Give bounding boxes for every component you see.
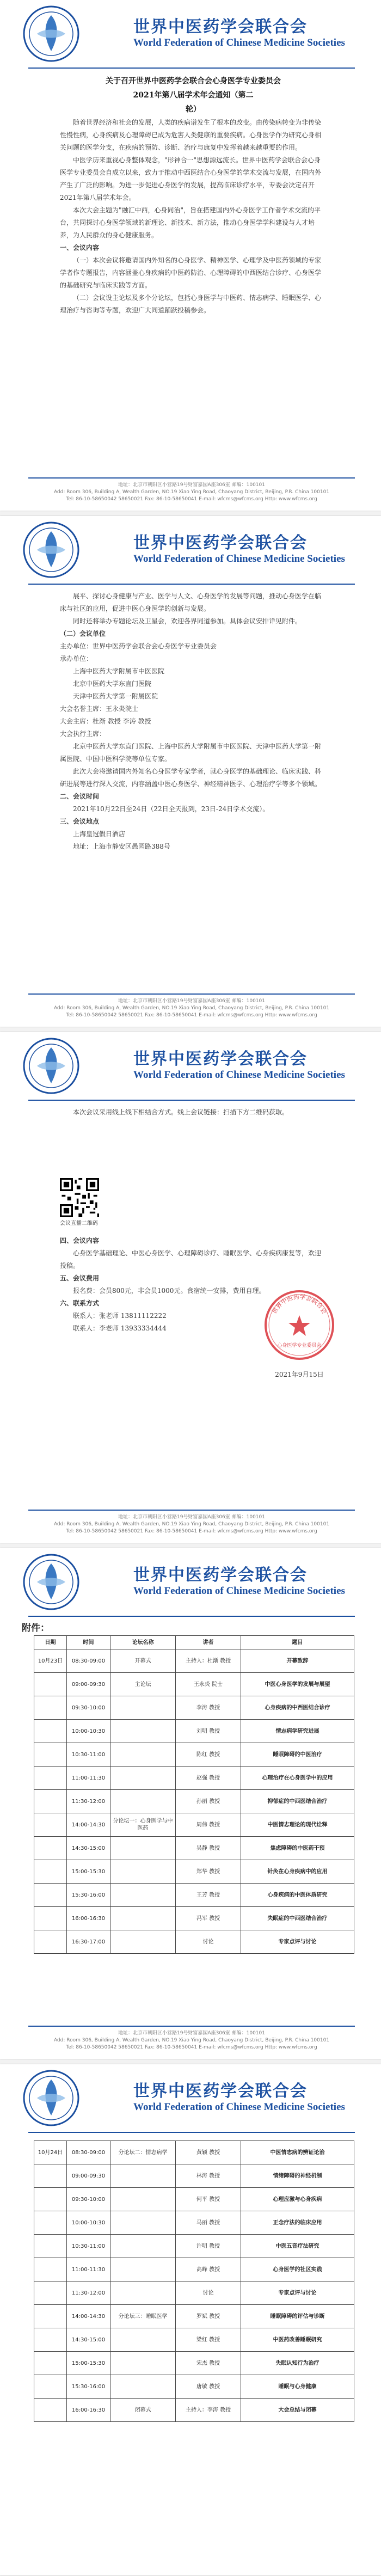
- letterhead: [0, 0, 381, 64]
- federation-logo-icon: [22, 4, 81, 63]
- table-cell-forum: [110, 2258, 176, 2281]
- signature-date: 2021年9月15日: [275, 1371, 324, 1378]
- header-divider: [28, 68, 355, 69]
- table-cell-topic: 抑郁症的中西医结合治疗: [241, 1790, 354, 1813]
- table-cell-topic: 中医情志理论的现代诠释: [241, 1813, 354, 1837]
- contact-line: 联系人：张老师 13811112222: [73, 1312, 167, 1320]
- table-cell-time: 15:00-15:30: [67, 1860, 110, 1884]
- letterhead: [0, 2064, 381, 2129]
- table-cell-topic: 正念疗法的临床应用: [241, 2211, 354, 2235]
- table-cell-time: 15:00-15:30: [67, 2352, 110, 2375]
- table-cell-forum: [110, 1696, 176, 1720]
- footer: [28, 477, 355, 503]
- table-cell-date: [34, 2188, 67, 2211]
- org-name-cn: 世界中医药学会联合会: [133, 2082, 308, 2101]
- body-paragraph: 同时还将举办专题论坛及卫星会，欢迎各界同道参加。具体会议安排详见附件。: [73, 617, 302, 625]
- table-cell-topic: 心身医学的社区实践: [241, 2258, 354, 2281]
- table-cell-date: [34, 2352, 67, 2375]
- table-cell-topic: 专家点评与讨论: [241, 2281, 354, 2305]
- table-cell-date: [34, 1743, 67, 1767]
- footer-address-cn: 地址：北京市朝阳区小营路19号财富嘉园A座306室 邮编：100101: [118, 1514, 265, 1520]
- org-name-cn: 世界中医药学会联合会: [133, 1050, 308, 1069]
- table-row: [34, 1860, 354, 1884]
- exec-chair-text: 北京中医药大学东直门医院、上海中医药大学附属市中医医院、天津中医药大学第一附属医院、中国中医科学院等单位专家。: [60, 743, 322, 763]
- footer-contact: Tel: 86-10-58650042 58650021 Fax: 86-10-58650041 E-mail: wfcms@wfcms.org Http: www.wfcms.org: [66, 496, 317, 502]
- table-cell-time: 09:00-09:30: [67, 2164, 110, 2188]
- venue-name: 上海皇冠假日酒店: [73, 830, 126, 838]
- table-cell-forum: [110, 1860, 176, 1884]
- seal-subtext: 心身医学专业委员会: [277, 1343, 322, 1348]
- footer-address-cn: 地址：北京市朝阳区小营路19号财富嘉园A座306室 邮编：100101: [118, 2031, 265, 2036]
- table-cell-date: [34, 1673, 67, 1696]
- column-header: 题目: [241, 1636, 354, 1649]
- schedule-table: [34, 1635, 354, 1954]
- table-cell-speaker: 陈红 教授: [176, 1743, 241, 1767]
- notice-body: [60, 1106, 327, 1119]
- table-cell-date: 10月23日: [34, 1649, 67, 1673]
- section-heading: 二、会议时间: [60, 793, 100, 800]
- table-cell-speaker: 冯军 教授: [176, 1907, 241, 1930]
- notice-body: [60, 590, 327, 853]
- table-cell-date: [34, 2235, 67, 2258]
- table-cell-date: 10月24日: [34, 2141, 67, 2164]
- table-cell-date: [34, 2375, 67, 2399]
- table-cell-forum: [110, 2352, 176, 2375]
- footer-contact: Tel: 86-10-58650042 58650021 Fax: 86-10-58650041 E-mail: wfcms@wfcms.org Http: www.wfcms.org: [66, 1529, 317, 1534]
- table-cell-time: 08:30-09:00: [67, 2141, 110, 2164]
- table-cell-speaker: 何平 教授: [176, 2188, 241, 2211]
- section-heading: 一、会议内容: [60, 244, 100, 252]
- intro-paragraph: 本次大会主题为"融汇中西，心身同治"，旨在搭建国内外心身医学工作者学术交流的平台，共同探讨心身医学领域的新理论、新技术、新方法，推动心身医学学科建设与人才培养，为人民群众的身心健康服务。: [60, 206, 321, 239]
- federation-logo-icon: [22, 1553, 81, 1611]
- table-row: [34, 1813, 354, 1837]
- section-paragraph: 心身医学基础理论、中医心身医学、心理障碍诊疗、睡眠医学、心身疾病康复等，欢迎投稿。: [60, 1249, 322, 1269]
- table-cell-time: 16:30-17:00: [67, 1930, 110, 1954]
- table-cell-topic: 失眠症的中西医结合治疗: [241, 1907, 354, 1930]
- notice-body: [60, 74, 327, 317]
- table-cell-speaker: 主持人：杜渐 教授: [176, 1649, 241, 1673]
- table-cell-time: 10:00-10:30: [67, 2211, 110, 2235]
- table-cell-forum: 闭幕式: [110, 2399, 176, 2422]
- org-name-en: World Federation of Chinese Medicine Societies: [133, 1069, 345, 1081]
- table-cell-forum: [110, 1837, 176, 1860]
- host-unit: 主办单位：世界中医药学会联合会心身医学专业委员会: [60, 642, 217, 650]
- footer-address-en: Add: Room 306, Building A, Wealth Garden, NO.19 Xiao Ying Road, Chaoyang District, Beijing, P.R. China 100101: [53, 489, 330, 495]
- org-name-en: World Federation of Chinese Medicine Societies: [133, 1585, 345, 1597]
- signature-date-wrap: [256, 1369, 343, 1381]
- table-cell-time: 11:30-12:00: [67, 1790, 110, 1813]
- exec-chair-label: 大会执行主席：: [60, 730, 106, 738]
- co-unit-label: 承办单位：: [60, 655, 93, 663]
- table-header-row: [34, 1636, 354, 1649]
- table-cell-topic: 中医药改善睡眠研究: [241, 2328, 354, 2352]
- table-cell-topic: 心理治疗在心身医学中的应用: [241, 1767, 354, 1790]
- svg-text:世界中医药学会联合会: [270, 1293, 328, 1315]
- chair: 大会主席：杜渐 教授 李涛 教授: [60, 717, 151, 725]
- page-4: [0, 1548, 381, 2059]
- table-row: [34, 2188, 354, 2211]
- table-cell-forum: [110, 1907, 176, 1930]
- table-row: [34, 2235, 354, 2258]
- table-cell-time: 11:00-11:30: [67, 1767, 110, 1790]
- table-cell-date: [34, 2164, 67, 2188]
- qr-code-icon[interactable]: [60, 1178, 99, 1217]
- table-cell-time: 14:30-15:00: [67, 2328, 110, 2352]
- org-name-en: World Federation of Chinese Medicine Societies: [133, 37, 345, 48]
- column-header: 讲者: [176, 1636, 241, 1649]
- table-cell-time: 08:30-09:00: [67, 1649, 110, 1673]
- table-row: [34, 2305, 354, 2328]
- table-row: [34, 1907, 354, 1930]
- table-cell-time: 15:30-16:00: [67, 1884, 110, 1907]
- table-cell-speaker: 李涛 教授: [176, 1696, 241, 1720]
- co-unit: 天津中医药大学第一附属医院: [73, 692, 158, 700]
- table-cell-speaker: 吴静 教授: [176, 1837, 241, 1860]
- section-paragraph: （一）本次会议将邀请国内外知名的心身医学、精神医学、心理学及中医药领域的专家学者作专题报告，内容涵盖心身疾病的中医药防治、心理障碍的中西医结合诊疗、心身医学的基础研究与临床实践等方面。: [60, 256, 322, 289]
- table-cell-forum: [110, 2211, 176, 2235]
- federation-logo-icon: [22, 1036, 81, 1095]
- qr-caption-wrap: [60, 1219, 125, 1228]
- table-cell-date: [34, 1813, 67, 1837]
- table-cell-date: [34, 1860, 67, 1884]
- table-cell-speaker: 讨论: [176, 2281, 241, 2305]
- table-cell-date: [34, 2328, 67, 2352]
- table-row: [34, 1837, 354, 1860]
- table-cell-topic: 心身疾病的中医体质研究: [241, 1884, 354, 1907]
- table-cell-time: 14:30-15:00: [67, 1837, 110, 1860]
- org-name-cn: 世界中医药学会联合会: [133, 17, 308, 36]
- table-cell-date: [34, 1837, 67, 1860]
- co-unit: 北京中医药大学东直门医院: [73, 680, 152, 688]
- notice-title-line2: 2021年第八届学术年会通知（第二: [133, 91, 254, 100]
- table-cell-date: [34, 1696, 67, 1720]
- table-cell-date: [34, 2258, 67, 2281]
- column-header: 时间: [67, 1636, 110, 1649]
- table-cell-forum: [110, 2375, 176, 2399]
- page-1: [0, 0, 381, 511]
- table-cell-speaker: 梁红 教授: [176, 2328, 241, 2352]
- table-cell-topic: 情绪障碍的神经机制: [241, 2164, 354, 2188]
- table-cell-date: [34, 2399, 67, 2422]
- table-cell-speaker: 林涛 教授: [176, 2164, 241, 2188]
- table-row: [34, 1930, 354, 1954]
- org-name-en: World Federation of Chinese Medicine Societies: [133, 553, 345, 565]
- table-row: [34, 1673, 354, 1696]
- table-cell-time: 16:00-16:30: [67, 2399, 110, 2422]
- table-cell-forum: [110, 2188, 176, 2211]
- table-cell-speaker: 罗斌 教授: [176, 2305, 241, 2328]
- table-cell-time: 14:00-14:30: [67, 1813, 110, 1837]
- table-cell-time: 14:00-14:30: [67, 2305, 110, 2328]
- table-cell-topic: 失眠认知行为治疗: [241, 2352, 354, 2375]
- section-heading: 四、会议内容: [60, 1237, 100, 1244]
- page-5: [0, 2064, 381, 2575]
- table-row: [34, 1767, 354, 1790]
- table-cell-date: [34, 2281, 67, 2305]
- table-cell-forum: [110, 2328, 176, 2352]
- table-cell-forum: [110, 1743, 176, 1767]
- table-cell-speaker: 刘明 教授: [176, 1720, 241, 1743]
- table-cell-forum: [110, 1720, 176, 1743]
- schedule-table: [34, 2140, 354, 2422]
- intro-paragraph: 中医学历来重视心身整体观念，"形神合一"思想源远流长。世界中医药学会联合会心身医学专业委员会自成立以来，致力于推动中西医结合心身医学的学术交流与发展，在国内外产生了广泛的影响。为进一步促进心身医学的发展，提高临床诊疗水平，专委会决定召开2021年第八届学术年会。: [60, 156, 322, 201]
- table-cell-topic: 针灸在心身疾病中的应用: [241, 1860, 354, 1884]
- notice-title-line3: 轮）: [186, 105, 201, 114]
- table-row: [34, 2164, 354, 2188]
- table-cell-topic: 情志病学研究进展: [241, 1720, 354, 1743]
- venue-address: 地址：上海市静安区愚园路388号: [73, 843, 170, 850]
- column-header: 日期: [34, 1636, 67, 1649]
- table-cell-forum: [110, 2164, 176, 2188]
- table-cell-time: 10:30-11:00: [67, 1743, 110, 1767]
- footer-address-cn: 地址：北京市朝阳区小营路19号财富嘉园A座306室 邮编：100101: [118, 998, 265, 1004]
- table-cell-forum: [110, 1884, 176, 1907]
- table-row: [34, 1743, 354, 1767]
- org-name-cn: 世界中医药学会联合会: [133, 1566, 308, 1585]
- org-name-en: World Federation of Chinese Medicine Societies: [133, 2101, 345, 2113]
- table-cell-topic: 中医五音疗法研究: [241, 2235, 354, 2258]
- table-cell-time: 10:00-10:30: [67, 1720, 110, 1743]
- table-row: [34, 1720, 354, 1743]
- table-cell-speaker: 宋杰 教授: [176, 2352, 241, 2375]
- table-cell-date: [34, 1790, 67, 1813]
- header-divider: [28, 1100, 355, 1101]
- section-heading: 六、联系方式: [60, 1299, 100, 1307]
- seal-text: 世界中医药学会联合会: [271, 1293, 328, 1315]
- table-cell-date: [34, 1767, 67, 1790]
- table-cell-topic: 开幕致辞: [241, 1649, 354, 1673]
- table-cell-date: [34, 2305, 67, 2328]
- table-cell-speaker: 孙丽 教授: [176, 1790, 241, 1813]
- section-paragraph: （二）会议设主论坛及多个分论坛，包括心身医学与中医药、情志病学、睡眠医学、心理治疗与咨询等专题，欢迎广大同道踊跃投稿参会。: [60, 294, 322, 314]
- section-heading: 三、会议地点: [60, 818, 100, 825]
- header-divider: [28, 584, 355, 585]
- table-cell-time: 15:30-16:00: [67, 2375, 110, 2399]
- table-cell-speaker: 高峰 教授: [176, 2258, 241, 2281]
- header-divider: [28, 1616, 355, 1617]
- notice-title-line1: 关于召开世界中医药学会联合会心身医学专业委员会: [106, 77, 281, 85]
- table-cell-topic: 睡眠障碍的评估与诊断: [241, 2305, 354, 2328]
- table-cell-forum: [110, 2281, 176, 2305]
- table-cell-forum: 开幕式: [110, 1649, 176, 1673]
- footer: [28, 2026, 355, 2051]
- table-row: [34, 2141, 354, 2164]
- table-cell-topic: 专家点评与讨论: [241, 1930, 354, 1954]
- table-cell-speaker: 周伟 教授: [176, 1813, 241, 1837]
- table-cell-speaker: 主持人：李涛 教授: [176, 2399, 241, 2422]
- table-cell-topic: 焦虑障碍的中医药干预: [241, 1837, 354, 1860]
- qr-caption: 会议直播二维码: [60, 1220, 98, 1226]
- contact-line: 联系人：李老师 13933334444: [73, 1324, 167, 1332]
- table-cell-forum: 分论坛一：心身医学与中医药: [110, 1813, 176, 1837]
- federation-logo-icon: [22, 520, 81, 579]
- table-cell-date: [34, 1884, 67, 1907]
- footer-contact: Tel: 86-10-58650042 58650021 Fax: 86-10-58650041 E-mail: wfcms@wfcms.org Http: www.wfcms.org: [66, 2045, 317, 2050]
- table-cell-forum: 分论坛三：睡眠医学: [110, 2305, 176, 2328]
- letterhead: [0, 516, 381, 580]
- letterhead: [0, 1032, 381, 1096]
- table-cell-speaker: 赵强 教授: [176, 1767, 241, 1790]
- table-row: [34, 2399, 354, 2422]
- table-cell-forum: [110, 1767, 176, 1790]
- table-cell-topic: 大会总结与闭幕: [241, 2399, 354, 2422]
- column-header: 论坛名称: [110, 1636, 176, 1649]
- table-cell-time: 11:00-11:30: [67, 2258, 110, 2281]
- table-row: [34, 2328, 354, 2352]
- table-cell-topic: 心身疾病的中西医结合诊疗: [241, 1696, 354, 1720]
- co-unit: 上海中医药大学附属市中医医院: [73, 667, 165, 675]
- meeting-time: 2021年10月22日至24日（22日全天报到，23日-24日学术交流）。: [73, 805, 269, 813]
- letterhead: [0, 1548, 381, 1612]
- table-cell-forum: [110, 1930, 176, 1954]
- body-paragraph: 展平、探讨心身健康与产业、医学与人文、心身医学的发展等问题，推动心身医学在临床与社区的应用，促进中医心身医学的创新与发展。: [60, 592, 322, 612]
- table-cell-speaker: 马丽 教授: [176, 2211, 241, 2235]
- table-cell-speaker: 许明 教授: [176, 2235, 241, 2258]
- table-cell-topic: 睡眠障碍的中医治疗: [241, 1743, 354, 1767]
- footer-address-en: Add: Room 306, Building A, Wealth Garden, NO.19 Xiao Ying Road, Chaoyang District, Beijing, P.R. China 100101: [53, 2038, 330, 2043]
- table-cell-speaker: 唐敏 教授: [176, 2375, 241, 2399]
- table-cell-speaker: 郑华 教授: [176, 1860, 241, 1884]
- table-cell-time: 11:30-12:00: [67, 2281, 110, 2305]
- table-cell-time: 16:00-16:30: [67, 1907, 110, 1930]
- table-row: [34, 1696, 354, 1720]
- table-cell-date: [34, 1930, 67, 1954]
- table-cell-topic: 心理应激与心身疾病: [241, 2188, 354, 2211]
- table-cell-forum: 分论坛二：情志病学: [110, 2141, 176, 2164]
- table-cell-time: 09:30-10:00: [67, 2188, 110, 2211]
- table-row: [34, 1649, 354, 1673]
- table-row: [34, 2352, 354, 2375]
- table-cell-time: 10:30-11:00: [67, 2235, 110, 2258]
- table-cell-speaker: 王永炎 院士: [176, 1673, 241, 1696]
- footer: [28, 1510, 355, 1535]
- table-cell-speaker: 黄颖 教授: [176, 2141, 241, 2164]
- page-3: [0, 1032, 381, 1543]
- honorary-chair: 大会名誉主席：王永炎院士: [60, 705, 139, 713]
- footer-contact: Tel: 86-10-58650042 58650021 Fax: 86-10-58650041 E-mail: wfcms@wfcms.org Http: www.wfcms.org: [66, 1013, 317, 1018]
- federation-logo-icon: [22, 2069, 81, 2127]
- page-2: [0, 516, 381, 1027]
- footer: [28, 993, 355, 1019]
- org-name-cn: 世界中医药学会联合会: [133, 533, 308, 553]
- table-row: [34, 2281, 354, 2305]
- table-cell-date: [34, 1720, 67, 1743]
- footer-address-en: Add: Room 306, Building A, Wealth Garden, NO.19 Xiao Ying Road, Chaoyang District, Beijing, P.R. China 100101: [53, 1005, 330, 1011]
- table-cell-date: [34, 2211, 67, 2235]
- section-heading: 五、会议费用: [60, 1274, 100, 1282]
- section-heading: （二）会议单位: [60, 630, 106, 637]
- section-paragraph: 报名费：会员800元，非会员1000元。食宿统一安排，费用自理。: [73, 1287, 266, 1295]
- table-cell-time: 09:30-10:00: [67, 1696, 110, 1720]
- body-paragraph: 此次大会将邀请国内外知名心身医学专家学者，就心身医学的基础理论、临床实践、科研进展等进行深入交流，内容涵盖中医心身医学、神经精神医学、心理治疗学等多个领域。: [60, 768, 322, 788]
- online-meeting-text: 本次会议采用线上线下相结合方式。线上会议链接：扫描下方二维码获取。: [73, 1108, 289, 1116]
- table-cell-forum: [110, 2235, 176, 2258]
- table-cell-forum: 主论坛: [110, 1673, 176, 1696]
- table-row: [34, 2211, 354, 2235]
- table-cell-date: [34, 1907, 67, 1930]
- table-row: [34, 2375, 354, 2399]
- footer-address-cn: 地址：北京市朝阳区小营路19号财富嘉园A座306室 邮编：100101: [118, 482, 265, 488]
- table-cell-forum: [110, 1790, 176, 1813]
- table-row: [34, 2258, 354, 2281]
- intro-paragraph: 随着世界经济和社会的发展，人类的疾病谱发生了根本的改变。由传染病转变为非传染性慢性病，心身疾病及心理障碍已成为危害人类健康的重要疾病。心身医学作为研究心身相关问题的医学分支，在疾病的预防、诊断、治疗与康复中发挥着越来越重要的作用。: [60, 119, 322, 151]
- table-row: [34, 1790, 354, 1813]
- table-cell-speaker: 讨论: [176, 1930, 241, 1954]
- table-cell-time: 09:00-09:30: [67, 1673, 110, 1696]
- table-cell-topic: 中医心身医学的发展与展望: [241, 1673, 354, 1696]
- footer-address-en: Add: Room 306, Building A, Wealth Garden, NO.19 Xiao Ying Road, Chaoyang District, Beijing, P.R. China 100101: [53, 1522, 330, 1527]
- table-cell-topic: 中医情志病的辨证论治: [241, 2141, 354, 2164]
- table-cell-speaker: 王芳 教授: [176, 1884, 241, 1907]
- official-seal-icon: [261, 1287, 337, 1363]
- header-divider: [28, 2132, 355, 2133]
- annex-title: 附件：: [22, 1623, 50, 1634]
- table-row: [34, 1884, 354, 1907]
- table-cell-topic: 睡眠与心身健康: [241, 2375, 354, 2399]
